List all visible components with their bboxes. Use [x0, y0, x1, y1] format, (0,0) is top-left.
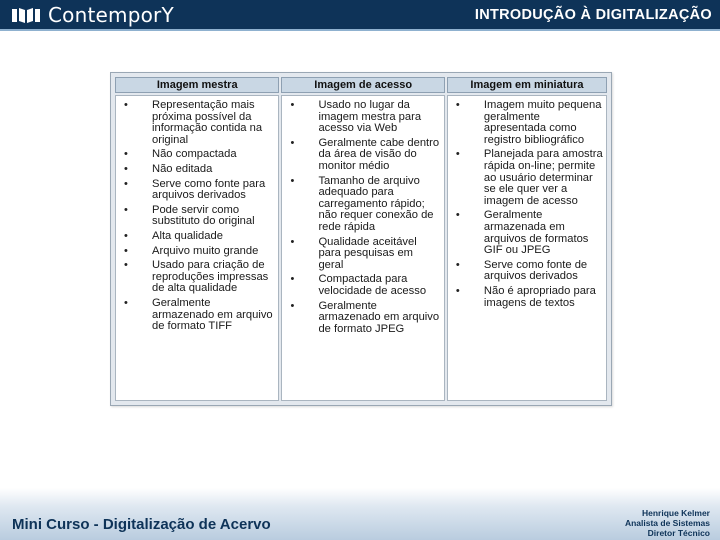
slide-title: INTRODUÇÃO À DIGITALIZAÇÃO — [474, 7, 712, 23]
list-item: • Usado para criação de reproduções impressas de alta qualidade — [118, 260, 275, 295]
list-item: • Tamanho de arquivo adequado para carregamento rápido; não requer conexão de rede rápida — [284, 176, 440, 234]
list-item: • Compactada para velocidade de acesso — [284, 274, 440, 297]
comparison-table — [113, 75, 609, 403]
author-name: Henrique Kelmer — [641, 508, 710, 518]
top-header-bar — [0, 0, 720, 31]
list-item: • Alta qualidade — [118, 231, 275, 243]
comparison-table-frame — [110, 72, 612, 406]
list-item: • Qualidade aceitável para pesquisas em geral — [284, 237, 440, 272]
list-item: • Geralmente cabe dentro da área de visão do monitor médio — [284, 138, 440, 173]
list-item: • Não é apropriado para imagens de textos — [450, 286, 603, 309]
list-item: • Imagem muito pequena geralmente apresentada como registro bibliográfico — [450, 100, 603, 146]
list-item: • Não compactada — [118, 149, 275, 161]
author-title: Diretor Técnico — [647, 528, 710, 538]
column-header-access: Imagem de acesso — [281, 77, 444, 93]
list-item: • Representação mais próxima possível da informação contida na original — [118, 100, 275, 146]
list-item: • Não editada — [118, 164, 275, 176]
brand-name: ContemporY — [48, 3, 174, 27]
master-image-list — [118, 100, 275, 333]
column-cell-thumbnail — [447, 95, 607, 401]
access-image-list — [284, 100, 440, 335]
column-cell-access — [281, 95, 444, 401]
author-block — [625, 508, 710, 538]
column-cell-master — [115, 95, 279, 401]
list-item: • Geralmente armazenado em arquivo de formato JPEG — [284, 301, 440, 336]
column-header-thumbnail: Imagem em miniatura — [447, 77, 607, 93]
thumbnail-image-list — [450, 100, 603, 309]
author-role: Analista de Sistemas — [624, 518, 710, 528]
list-item: • Serve como fonte para arquivos derivados — [118, 179, 275, 202]
brand-logo — [10, 3, 174, 27]
open-book-icon — [10, 5, 42, 25]
column-header-master: Imagem mestra — [115, 77, 279, 93]
list-item: • Geralmente armazenado em arquivo de formato TIFF — [118, 298, 275, 333]
list-item: • Arquivo muito grande — [118, 246, 275, 258]
course-title: Mini Curso - Digitalização de Acervo — [12, 516, 271, 533]
list-item: • Usado no lugar da imagem mestra para acesso via Web — [284, 100, 440, 135]
list-item: • Serve como fonte de arquivos derivados — [450, 260, 603, 283]
list-item: • Geralmente armazenada em arquivos de formatos GIF ou JPEG — [450, 210, 603, 256]
list-item: • Pode servir como substituto do original — [118, 205, 275, 228]
footer-band — [0, 488, 720, 540]
list-item: • Planejada para amostra rápida on-line; permite ao usuário determinar se ele quer ver a imagem de acesso — [450, 149, 603, 207]
